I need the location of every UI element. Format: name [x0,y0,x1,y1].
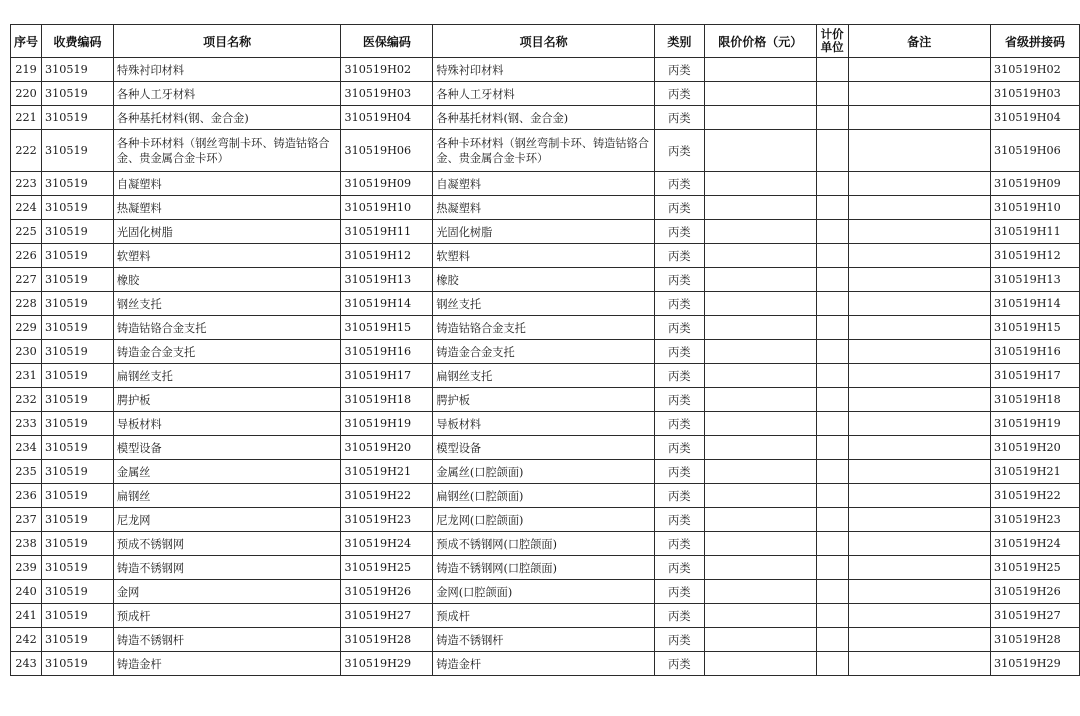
cell-insurance-code: 310519H17 [341,364,433,388]
cell-fee-code: 310519 [42,340,114,364]
cell-fee-code: 310519 [42,532,114,556]
cell-item-name-2: 铸造金杆 [433,652,655,676]
cell-remark [848,82,990,106]
cell-fee-code: 310519 [42,268,114,292]
cell-fee-code: 310519 [42,436,114,460]
table-row [11,460,1080,484]
cell-category: 丙类 [654,220,704,244]
cell-fee-code: 310519 [42,130,114,172]
cell-fee-code: 310519 [42,106,114,130]
cell-item-name: 铸造钴铬合金支托 [113,316,341,340]
cell-seq: 235 [11,460,42,484]
cell-remark [848,436,990,460]
cell-price-limit [704,484,816,508]
cell-insurance-code: 310519H29 [341,652,433,676]
cell-item-name: 预成不锈钢网 [113,532,341,556]
cell-item-name: 特殊衬印材料 [113,58,341,82]
cell-insurance-code: 310519H14 [341,292,433,316]
cell-price-limit [704,532,816,556]
cell-seq: 220 [11,82,42,106]
table-body [11,58,1080,676]
cell-remark [848,292,990,316]
cell-category: 丙类 [654,130,704,172]
cell-provincial-code: 310519H14 [991,292,1080,316]
cell-unit [816,388,848,412]
cell-seq: 233 [11,412,42,436]
cell-item-name: 尼龙网 [113,508,341,532]
cell-item-name: 扁钢丝 [113,484,341,508]
table-row [11,580,1080,604]
cell-price-limit [704,220,816,244]
table-row [11,292,1080,316]
cell-unit [816,604,848,628]
cell-item-name-2: 钢丝支托 [433,292,655,316]
cell-provincial-code: 310519H18 [991,388,1080,412]
cell-unit [816,484,848,508]
cell-item-name-2: 各种卡环材料（钢丝弯制卡环、铸造钴铬合金、贵金属合金卡环） [433,130,655,172]
table-row [11,604,1080,628]
cell-insurance-code: 310519H04 [341,106,433,130]
cell-price-limit [704,580,816,604]
cell-fee-code: 310519 [42,556,114,580]
cell-seq: 225 [11,220,42,244]
table-row [11,172,1080,196]
cell-price-limit [704,604,816,628]
cell-insurance-code: 310519H15 [341,316,433,340]
cell-seq: 232 [11,388,42,412]
cell-item-name: 铸造金合金支托 [113,340,341,364]
cell-unit [816,268,848,292]
cell-fee-code: 310519 [42,388,114,412]
cell-category: 丙类 [654,268,704,292]
cell-remark [848,508,990,532]
cell-item-name: 各种卡环材料（钢丝弯制卡环、铸造钴铬合金、贵金属合金卡环） [113,130,341,172]
table-row [11,82,1080,106]
cell-insurance-code: 310519H24 [341,532,433,556]
cell-item-name: 热凝塑料 [113,196,341,220]
cell-provincial-code: 310519H22 [991,484,1080,508]
table-row [11,130,1080,172]
cell-provincial-code: 310519H23 [991,508,1080,532]
cell-unit [816,532,848,556]
cell-unit [816,316,848,340]
cell-provincial-code: 310519H11 [991,220,1080,244]
cell-price-limit [704,292,816,316]
cell-item-name-2: 各种基托材料(钢、金合金) [433,106,655,130]
col-header-price-limit: 限价价格（元） [704,25,816,58]
table-row [11,484,1080,508]
cell-item-name-2: 自凝塑料 [433,172,655,196]
cell-item-name: 模型设备 [113,436,341,460]
cell-provincial-code: 310519H29 [991,652,1080,676]
cell-item-name-2: 金网(口腔颌面) [433,580,655,604]
cell-provincial-code: 310519H09 [991,172,1080,196]
cell-item-name: 各种人工牙材料 [113,82,341,106]
cell-remark [848,604,990,628]
cell-category: 丙类 [654,316,704,340]
cell-seq: 222 [11,130,42,172]
cell-fee-code: 310519 [42,412,114,436]
col-header-insurance-code: 医保编码 [341,25,433,58]
cell-seq: 239 [11,556,42,580]
cell-item-name: 钢丝支托 [113,292,341,316]
cell-insurance-code: 310519H23 [341,508,433,532]
table-row [11,316,1080,340]
cell-insurance-code: 310519H13 [341,268,433,292]
cell-seq: 234 [11,436,42,460]
cell-price-limit [704,244,816,268]
cell-remark [848,130,990,172]
cell-fee-code: 310519 [42,460,114,484]
cell-provincial-code: 310519H15 [991,316,1080,340]
table-row [11,364,1080,388]
cell-item-name: 腭护板 [113,388,341,412]
cell-provincial-code: 310519H17 [991,364,1080,388]
cell-unit [816,172,848,196]
cell-insurance-code: 310519H12 [341,244,433,268]
cell-insurance-code: 310519H18 [341,388,433,412]
cell-insurance-code: 310519H27 [341,604,433,628]
cell-item-name-2: 光固化树脂 [433,220,655,244]
cell-category: 丙类 [654,244,704,268]
cell-category: 丙类 [654,106,704,130]
cell-price-limit [704,172,816,196]
cell-fee-code: 310519 [42,508,114,532]
cell-seq: 223 [11,172,42,196]
cell-item-name: 自凝塑料 [113,172,341,196]
table-row [11,196,1080,220]
cell-provincial-code: 310519H28 [991,628,1080,652]
cell-fee-code: 310519 [42,580,114,604]
cell-seq: 238 [11,532,42,556]
cell-unit [816,340,848,364]
cell-category: 丙类 [654,388,704,412]
cell-item-name: 金网 [113,580,341,604]
cell-fee-code: 310519 [42,220,114,244]
cell-seq: 227 [11,268,42,292]
cell-item-name-2: 铸造金合金支托 [433,340,655,364]
col-header-category: 类别 [654,25,704,58]
cell-price-limit [704,628,816,652]
cell-provincial-code: 310519H13 [991,268,1080,292]
cell-remark [848,460,990,484]
cell-unit [816,556,848,580]
cell-unit [816,82,848,106]
cell-price-limit [704,82,816,106]
cell-provincial-code: 310519H16 [991,340,1080,364]
cell-fee-code: 310519 [42,58,114,82]
cell-remark [848,316,990,340]
cell-item-name: 铸造金杆 [113,652,341,676]
cell-category: 丙类 [654,652,704,676]
cell-remark [848,196,990,220]
cell-category: 丙类 [654,196,704,220]
cell-price-limit [704,130,816,172]
cell-provincial-code: 310519H21 [991,460,1080,484]
cell-unit [816,460,848,484]
cell-fee-code: 310519 [42,604,114,628]
cell-seq: 230 [11,340,42,364]
cell-seq: 226 [11,244,42,268]
table-row [11,58,1080,82]
cell-insurance-code: 310519H16 [341,340,433,364]
col-header-unit: 计价单位 [816,25,848,58]
cell-remark [848,484,990,508]
cell-unit [816,58,848,82]
table-row [11,268,1080,292]
table-row [11,412,1080,436]
table-row [11,106,1080,130]
cell-provincial-code: 310519H10 [991,196,1080,220]
cell-seq: 240 [11,580,42,604]
cell-insurance-code: 310519H03 [341,82,433,106]
cell-item-name: 扁钢丝支托 [113,364,341,388]
cell-provincial-code: 310519H04 [991,106,1080,130]
cell-price-limit [704,268,816,292]
cell-price-limit [704,196,816,220]
cell-seq: 229 [11,316,42,340]
cell-remark [848,580,990,604]
cell-price-limit [704,460,816,484]
table-row [11,532,1080,556]
cell-price-limit [704,652,816,676]
cell-seq: 242 [11,628,42,652]
cell-provincial-code: 310519H19 [991,412,1080,436]
col-header-remark: 备注 [848,25,990,58]
cell-item-name-2: 预成杆 [433,604,655,628]
cell-item-name-2: 腭护板 [433,388,655,412]
table-row [11,388,1080,412]
cell-item-name-2: 模型设备 [433,436,655,460]
col-header-item-name-2: 项目名称 [433,25,655,58]
cell-fee-code: 310519 [42,316,114,340]
cell-item-name-2: 铸造不锈钢杆 [433,628,655,652]
cell-price-limit [704,412,816,436]
cell-fee-code: 310519 [42,652,114,676]
cell-unit [816,364,848,388]
cell-item-name-2: 扁钢丝(口腔颌面) [433,484,655,508]
cell-unit [816,106,848,130]
cell-remark [848,244,990,268]
cell-remark [848,172,990,196]
cell-remark [848,58,990,82]
cell-fee-code: 310519 [42,196,114,220]
cell-remark [848,556,990,580]
cell-provincial-code: 310519H27 [991,604,1080,628]
cell-category: 丙类 [654,412,704,436]
cell-insurance-code: 310519H02 [341,58,433,82]
cell-seq: 237 [11,508,42,532]
cell-seq: 243 [11,652,42,676]
cell-item-name-2: 尼龙网(口腔颌面) [433,508,655,532]
col-header-fee-code: 收费编码 [42,25,114,58]
cell-provincial-code: 310519H26 [991,580,1080,604]
cell-item-name-2: 预成不锈钢网(口腔颌面) [433,532,655,556]
cell-category: 丙类 [654,58,704,82]
cell-fee-code: 310519 [42,244,114,268]
cell-remark [848,364,990,388]
cell-category: 丙类 [654,532,704,556]
cell-category: 丙类 [654,628,704,652]
cell-seq: 224 [11,196,42,220]
cell-insurance-code: 310519H25 [341,556,433,580]
cell-category: 丙类 [654,604,704,628]
cell-insurance-code: 310519H28 [341,628,433,652]
cell-item-name: 预成杆 [113,604,341,628]
cell-remark [848,388,990,412]
cell-category: 丙类 [654,340,704,364]
cell-unit [816,412,848,436]
cell-insurance-code: 310519H06 [341,130,433,172]
cell-insurance-code: 310519H21 [341,460,433,484]
cell-unit [816,292,848,316]
cell-provincial-code: 310519H24 [991,532,1080,556]
cell-price-limit [704,58,816,82]
cell-price-limit [704,508,816,532]
cell-price-limit [704,436,816,460]
table-row [11,628,1080,652]
cell-item-name: 橡胶 [113,268,341,292]
col-header-provincial-code: 省级拼接码 [991,25,1080,58]
cell-fee-code: 310519 [42,292,114,316]
cell-fee-code: 310519 [42,82,114,106]
cell-category: 丙类 [654,508,704,532]
cell-item-name-2: 软塑料 [433,244,655,268]
table-row [11,556,1080,580]
cell-category: 丙类 [654,436,704,460]
cell-unit [816,220,848,244]
cell-insurance-code: 310519H22 [341,484,433,508]
cell-seq: 219 [11,58,42,82]
cell-provincial-code: 310519H12 [991,244,1080,268]
cell-item-name: 光固化树脂 [113,220,341,244]
cell-unit [816,580,848,604]
cell-fee-code: 310519 [42,484,114,508]
cell-remark [848,106,990,130]
col-header-item-name: 项目名称 [113,25,341,58]
cell-category: 丙类 [654,460,704,484]
cell-seq: 241 [11,604,42,628]
cell-unit [816,196,848,220]
cell-item-name: 金属丝 [113,460,341,484]
cell-provincial-code: 310519H02 [991,58,1080,82]
cell-insurance-code: 310519H10 [341,196,433,220]
cell-item-name: 铸造不锈钢杆 [113,628,341,652]
cell-unit [816,508,848,532]
cell-item-name: 各种基托材料(钢、金合金) [113,106,341,130]
cell-item-name-2: 导板材料 [433,412,655,436]
cell-fee-code: 310519 [42,628,114,652]
cell-price-limit [704,340,816,364]
cell-item-name-2: 扁钢丝支托 [433,364,655,388]
cell-fee-code: 310519 [42,364,114,388]
cell-remark [848,412,990,436]
table-row [11,220,1080,244]
cell-insurance-code: 310519H26 [341,580,433,604]
cell-provincial-code: 310519H03 [991,82,1080,106]
cell-remark [848,532,990,556]
cell-insurance-code: 310519H20 [341,436,433,460]
cell-unit [816,652,848,676]
cell-insurance-code: 310519H09 [341,172,433,196]
cell-item-name: 导板材料 [113,412,341,436]
price-table [10,24,1080,676]
cell-provincial-code: 310519H25 [991,556,1080,580]
cell-remark [848,652,990,676]
cell-item-name-2: 橡胶 [433,268,655,292]
cell-item-name: 铸造不锈钢网 [113,556,341,580]
cell-price-limit [704,316,816,340]
cell-remark [848,220,990,244]
cell-price-limit [704,106,816,130]
cell-item-name-2: 各种人工牙材料 [433,82,655,106]
cell-price-limit [704,388,816,412]
cell-unit [816,436,848,460]
cell-category: 丙类 [654,82,704,106]
cell-seq: 221 [11,106,42,130]
cell-seq: 231 [11,364,42,388]
cell-category: 丙类 [654,364,704,388]
cell-category: 丙类 [654,556,704,580]
cell-item-name-2: 特殊衬印材料 [433,58,655,82]
cell-item-name-2: 铸造钴铬合金支托 [433,316,655,340]
cell-unit [816,628,848,652]
cell-item-name-2: 铸造不锈钢网(口腔颌面) [433,556,655,580]
table-row [11,436,1080,460]
cell-unit [816,244,848,268]
cell-category: 丙类 [654,292,704,316]
table-header-row [11,25,1080,58]
cell-price-limit [704,556,816,580]
cell-unit [816,130,848,172]
cell-provincial-code: 310519H06 [991,130,1080,172]
cell-category: 丙类 [654,484,704,508]
table-row [11,508,1080,532]
cell-remark [848,268,990,292]
table-row [11,244,1080,268]
cell-provincial-code: 310519H20 [991,436,1080,460]
cell-item-name: 软塑料 [113,244,341,268]
cell-fee-code: 310519 [42,172,114,196]
table-row [11,340,1080,364]
cell-seq: 228 [11,292,42,316]
cell-seq: 236 [11,484,42,508]
cell-insurance-code: 310519H11 [341,220,433,244]
cell-price-limit [704,364,816,388]
cell-remark [848,340,990,364]
cell-item-name-2: 金属丝(口腔颌面) [433,460,655,484]
col-header-seq: 序号 [11,25,42,58]
table-row [11,652,1080,676]
cell-item-name-2: 热凝塑料 [433,196,655,220]
cell-insurance-code: 310519H19 [341,412,433,436]
cell-remark [848,628,990,652]
cell-category: 丙类 [654,580,704,604]
cell-category: 丙类 [654,172,704,196]
